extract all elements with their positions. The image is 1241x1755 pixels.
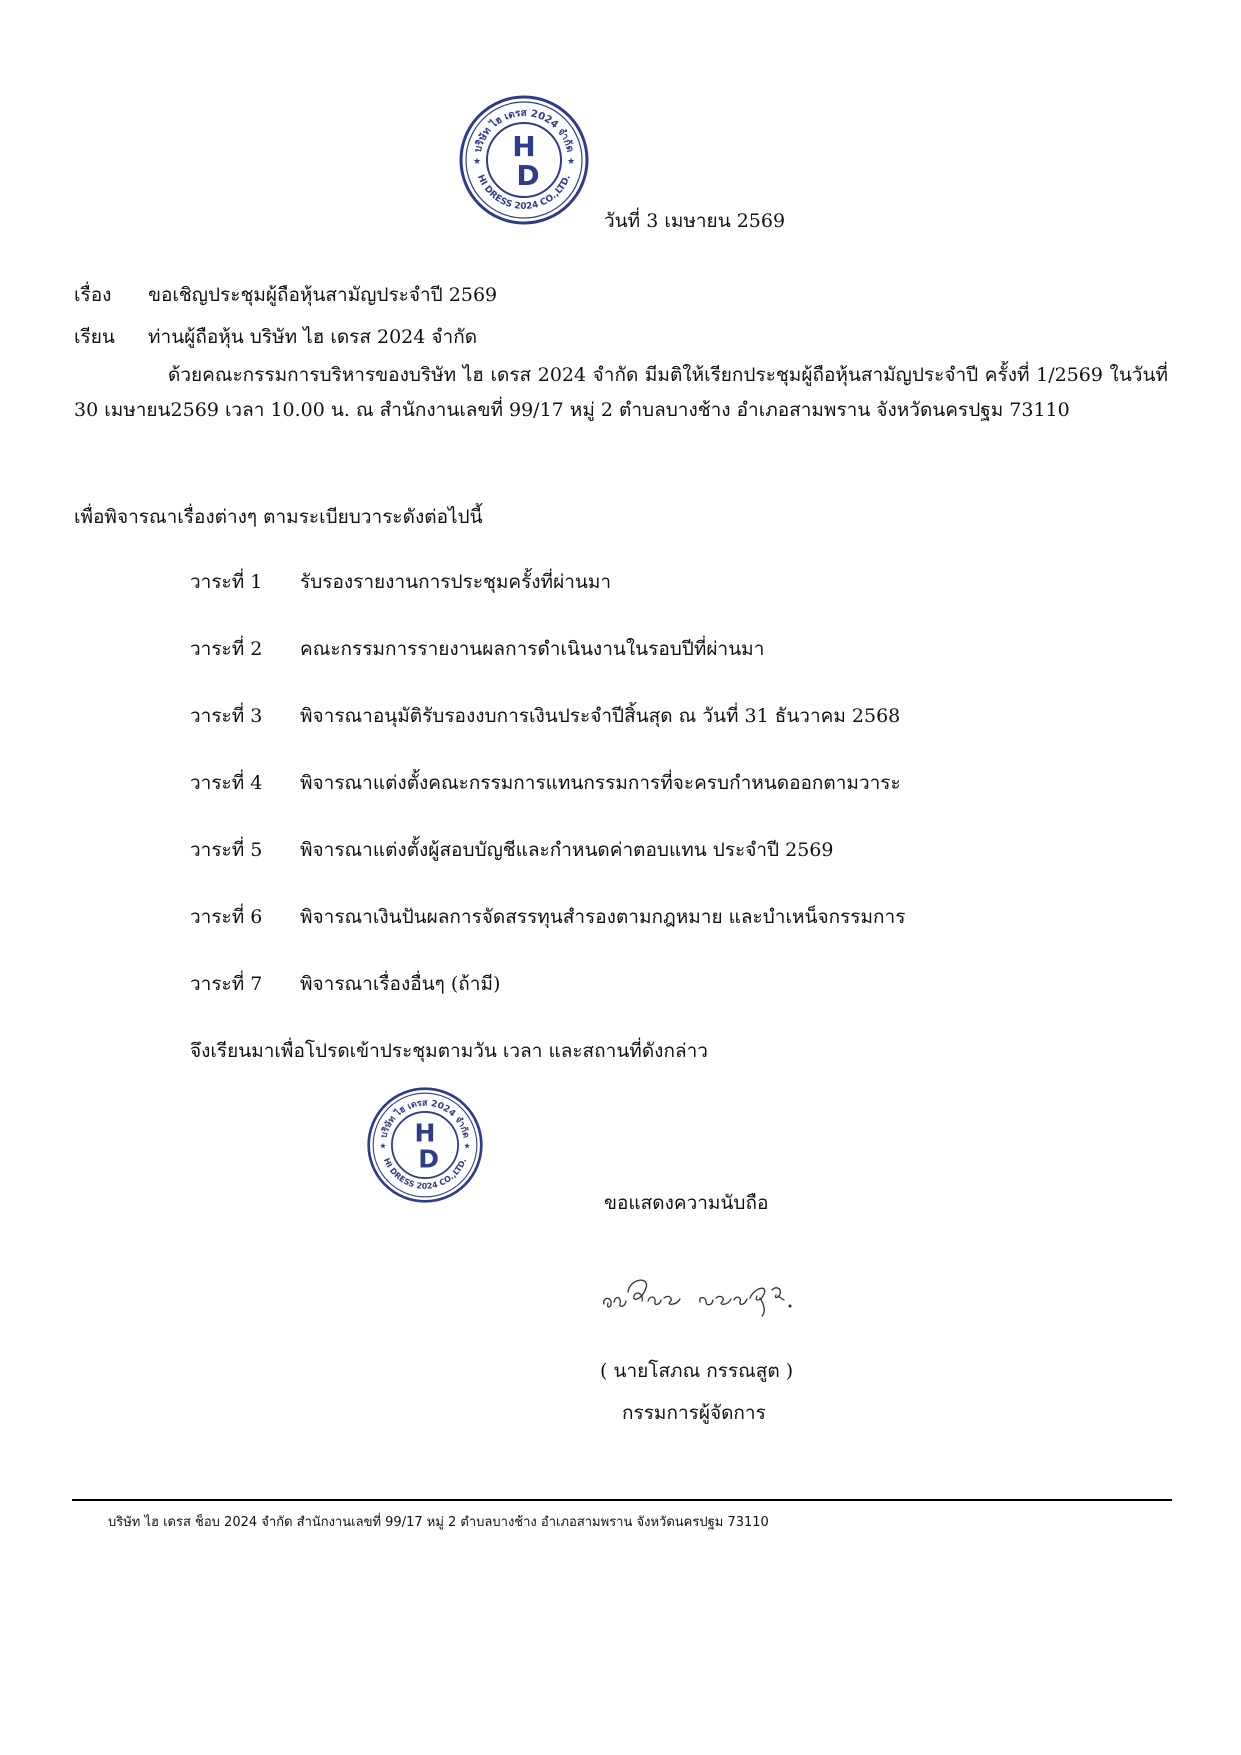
agenda-number: วาระที่ 3 [190,705,263,727]
signer-title: กรรมการผู้จัดการ [622,1402,766,1424]
closing-sentence: จึงเรียนมาเพื่อโปรดเข้าประชุมตามวัน เวลา และสถานที่ดังกล่าว [190,1040,708,1062]
seal-monogram-d: D [516,159,540,192]
agenda-text: พิจารณาเรื่องอื่นๆ (ถ้ามี) [300,973,501,995]
seal-bottom-text: HI DRESS 2024 CO.,LTD. [381,1156,469,1191]
agenda-number: วาระที่ 2 [190,638,263,660]
company-seal-signature [366,1086,484,1204]
seal-monogram-h: H [414,1118,436,1148]
to-label: เรียน [74,326,115,348]
svg-text:★: ★ [379,1141,387,1151]
signer-name: ( นายโสภณ กรรณสูต ) [600,1360,794,1382]
subject-text: ขอเชิญประชุมผู้ถือหุ้นสามัญประจำปี 2569 [148,284,498,306]
agenda-item [190,969,500,999]
regards-text: ขอแสดงความนับถือ [604,1192,769,1214]
agenda-number: วาระที่ 7 [190,973,263,995]
agenda-text: คณะกรรมการรายงานผลการดำเนินงานในรอบปีที่ผ่านมา [300,638,765,660]
body-paragraph-text: ด้วยคณะกรรมการบริหารของบริษัท ไฮ เดรส 2024 จำกัด มีมติให้เรียกประชุมผู้ถือหุ้นสามัญประจำปี ครั้งที่ 1/2569 ในวันที่ 30 เมษายน2569 เวลา 10.00 น. ณ สำนักงานเลขที่ 99/17 หมู่ 2 ตำบลบางช้าง อำเภอสามพราน จังหวัดนครปฐม 73110 [74,364,1168,421]
to-text: ท่านผู้ถือหุ้น บริษัท ไฮ เดรส 2024 จำกัด [148,326,478,348]
svg-text:★: ★ [567,157,576,167]
subject-label: เรื่อง [74,284,112,306]
agenda-text: พิจารณาอนุมัติรับรองงบการเงินประจำปีสิ้นสุด ณ วันที่ 31 ธันวาคม 2568 [300,705,901,727]
seal-monogram-h: H [512,130,536,163]
agenda-text: พิจารณาแต่งตั้งคณะกรรมการแทนกรรมการที่จะครบกำหนดออกตามวาระ [300,772,901,794]
agenda-number: วาระที่ 1 [190,571,263,593]
seal-top-text: บริษัท ไฮ เดรส 2024 จำกัด [472,107,576,154]
agenda-item [190,768,901,798]
agenda-intro: เพื่อพิจารณาเรื่องต่างๆ ตามระเบียบวาระดังต่อไปนี้ [74,506,483,528]
agenda-item [190,902,905,932]
date-line: วันที่ 3 เมษายน 2569 [604,210,786,232]
agenda-number: วาระที่ 6 [190,906,263,928]
agenda-text: พิจารณาเงินปันผลการจัดสรรทุนสำรองตามกฎหมาย และบำเหน็จกรรมการ [300,906,906,928]
seal-top-text: บริษัท ไฮ เดรส 2024 จำกัด [379,1098,471,1140]
agenda-number: วาระที่ 4 [190,772,263,794]
seal-monogram-d: D [418,1144,439,1174]
footer-divider [72,1499,1172,1501]
agenda-number: วาระที่ 5 [190,839,263,861]
seal-bottom-text: HI DRESS 2024 CO.,LTD. [474,173,574,213]
svg-text:★: ★ [473,157,482,167]
agenda-text: พิจารณาแต่งตั้งผู้สอบบัญชีและกำหนดค่าตอบแทน ประจำปี 2569 [300,839,834,861]
agenda-item [190,634,764,664]
svg-text:★: ★ [463,1141,471,1151]
agenda-item [190,701,900,731]
handwritten-signature [598,1268,838,1324]
agenda-item [190,567,611,597]
agenda-item [190,835,833,865]
body-paragraph [74,358,1168,428]
company-seal-top [458,94,590,226]
footer-address: บริษัท ไฮ เดรส ช็อบ 2024 จำกัด สำนักงานเลขที่ 99/17 หมู่ 2 ตำบลบางช้าง อำเภอสามพราน จังหวัดนครปฐม 73110 [108,1515,769,1530]
agenda-text: รับรองรายงานการประชุมครั้งที่ผ่านมา [300,571,612,593]
